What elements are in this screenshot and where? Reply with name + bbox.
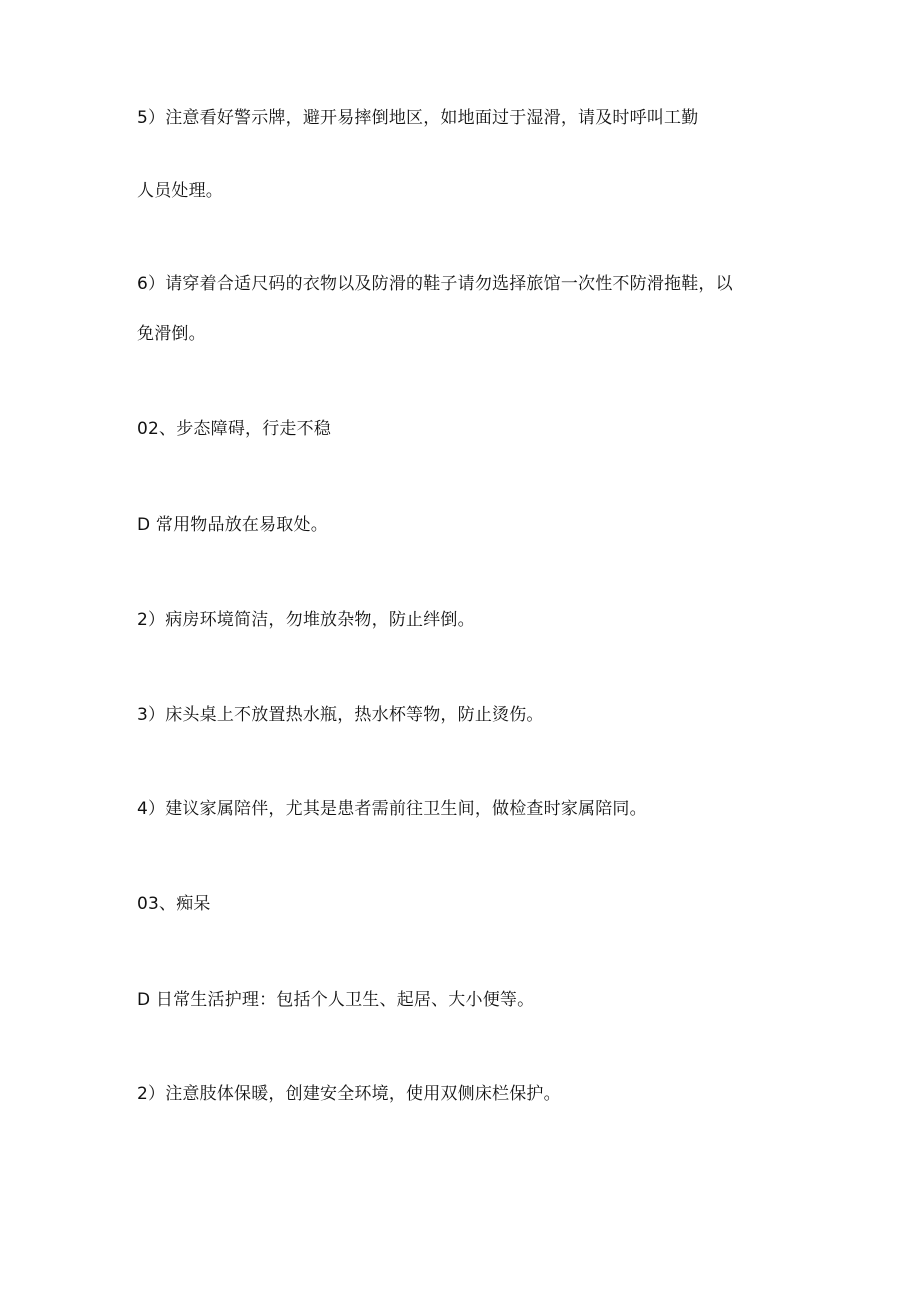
paragraph-line: 免滑倒。: [137, 324, 206, 344]
paragraph-line: 6）请穿着合适尺码的衣物以及防滑的鞋子请勿选择旅馆一次性不防滑拖鞋，以: [137, 274, 733, 294]
paragraph-line: 5）注意看好警示牌，避开易摔倒地区，如地面过于湿滑，请及时呼叫工勤: [137, 108, 699, 128]
list-item: 4）建议家属陪伴，尤其是患者需前往卫生间，做检查时家属陪同。: [137, 799, 647, 819]
list-item: D 日常生活护理：包括个人卫生、起居、大小便等。: [137, 990, 535, 1010]
list-item: 2）注意肢体保暖，创建安全环境，使用双侧床栏保护。: [137, 1084, 561, 1104]
section-heading: 03、痴呆: [137, 894, 211, 914]
list-item: 2）病房环境简洁，勿堆放杂物，防止绊倒。: [137, 610, 475, 630]
list-item: D 常用物品放在易取处。: [137, 515, 328, 535]
paragraph-line: 人员处理。: [137, 181, 223, 201]
section-heading: 02、步态障碍，行走不稳: [137, 419, 332, 439]
list-item: 3）床头桌上不放置热水瓶，热水杯等物，防止烫伤。: [137, 705, 544, 725]
